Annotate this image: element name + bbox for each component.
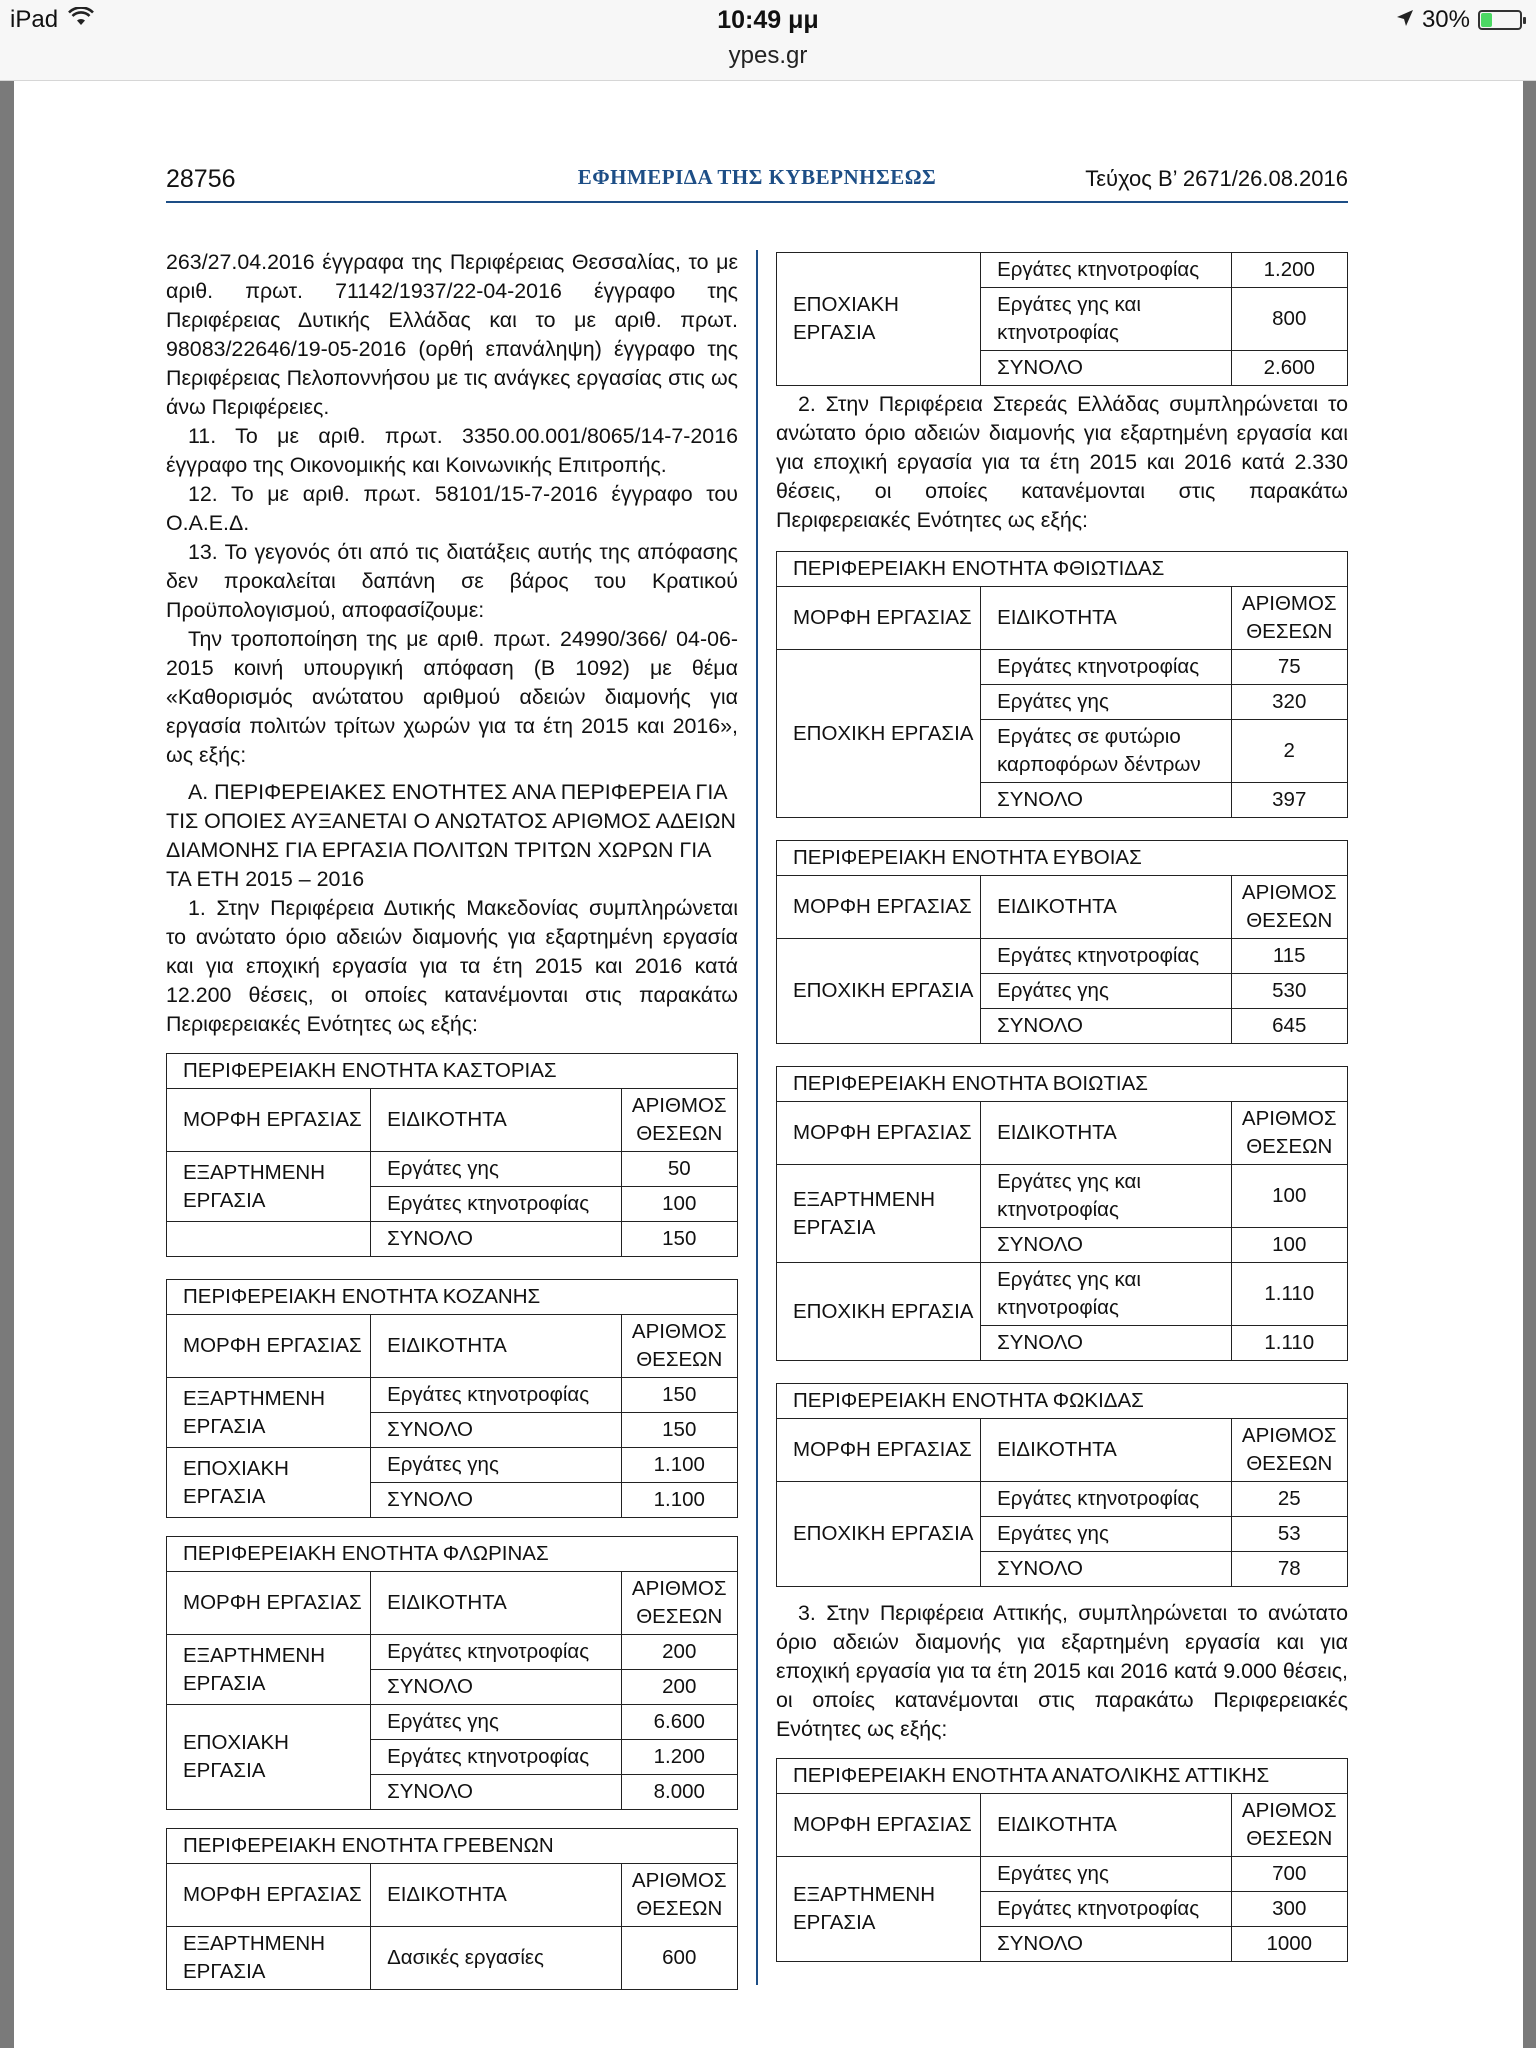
work-type: ΕΞΑΡΤΗΜΕΝΗ ΕΡΓΑΣΙΑ bbox=[777, 1165, 981, 1263]
specialty: Δασικές εργασίες bbox=[371, 1927, 621, 1990]
work-type: ΕΠΟΧΙΑΚΗ ΕΡΓΑΣΙΑ bbox=[777, 253, 981, 386]
address-url[interactable]: ypes.gr bbox=[728, 42, 808, 69]
total-label: ΣΥΝΟΛΟ bbox=[981, 351, 1231, 386]
status-right bbox=[1396, 6, 1522, 34]
table-title: ΠΕΡΙΦΕΡΕΙΑΚΗ ΕΝΟΤΗΤΑ ΦΩΚΙΔΑΣ bbox=[777, 1384, 1348, 1419]
col-header: ΕΙΔΙΚΟΤΗΤΑ bbox=[981, 1102, 1231, 1165]
specialty: Εργάτες κτηνοτροφίας bbox=[371, 1740, 621, 1775]
work-type: ΕΠΟΧΙΑΚΗ ΕΡΓΑΣΙΑ bbox=[167, 1705, 371, 1810]
work-type: ΕΞΑΡΤΗΜΕΝΗ ΕΡΓΑΣΙΑ bbox=[167, 1635, 371, 1705]
col-header: ΑΡΙΘΜΟΣ ΘΕΣΕΩΝ bbox=[621, 1572, 737, 1635]
total-label: ΣΥΝΟΛΟ bbox=[371, 1222, 621, 1257]
total-label: ΣΥΝΟΛΟ bbox=[981, 1326, 1231, 1361]
count: 530 bbox=[1231, 974, 1347, 1009]
table-evia bbox=[776, 840, 1348, 1044]
table-title: ΠΕΡΙΦΕΡΕΙΑΚΗ ΕΝΟΤΗΤΑ ΦΘΙΩΤΙΔΑΣ bbox=[777, 552, 1348, 587]
col-header: ΜΟΡΦΗ ΕΡΓΑΣΙΑΣ bbox=[777, 1794, 981, 1857]
right-column bbox=[776, 252, 1348, 1962]
location-arrow-icon bbox=[1396, 6, 1414, 34]
left-column bbox=[166, 248, 738, 1990]
page-header bbox=[166, 163, 1348, 203]
col-header: ΜΟΡΦΗ ΕΡΓΑΣΙΑΣ bbox=[777, 587, 981, 650]
col-header: ΑΡΙΘΜΟΣ ΘΕΣΕΩΝ bbox=[621, 1864, 737, 1927]
count: 50 bbox=[621, 1152, 737, 1187]
col-header: ΑΡΙΘΜΟΣ ΘΕΣΕΩΝ bbox=[1231, 876, 1347, 939]
battery-percent: 30% bbox=[1421, 6, 1470, 33]
paragraph: 3. Στην Περιφέρεια Αττικής, συμπληρώνεται το ανώτατο όριο αδειών διαμονής για εξαρτημένη εργασία και για εποχική εργασία για τα έτη 2015 και 2016 κατά 9.000 θέσεις, οι οποίες κατανέμονται στις παρακάτω Περιφερειακές Ενότητες ως εξής: bbox=[776, 1601, 1348, 1741]
col-header: ΑΡΙΘΜΟΣ ΘΕΣΕΩΝ bbox=[621, 1089, 737, 1152]
col-header: ΑΡΙΘΜΟΣ ΘΕΣΕΩΝ bbox=[621, 1315, 737, 1378]
page-number: 28756 bbox=[166, 165, 236, 193]
count: 25 bbox=[1231, 1482, 1347, 1517]
count: 100 bbox=[621, 1187, 737, 1222]
paragraph: 12. Το με αριθ. πρωτ. 58101/15-7-2016 έγγραφο του Ο.Α.Ε.Δ. bbox=[166, 482, 738, 535]
total-label: ΣΥΝΟΛΟ bbox=[371, 1670, 621, 1705]
work-type: ΕΞΑΡΤΗΜΕΝΗ ΕΡΓΑΣΙΑ bbox=[777, 1857, 981, 1962]
paragraph: 263/27.04.2016 έγγραφα της Περιφέρειας Θεσσαλίας, το με αριθ. πρωτ. 71142/1937/22-04-2016 έγγραφο της Περιφέρειας Δυτικής Ελλάδας και το με αριθ. πρωτ. 98083/22646/19-05-2016 (ορθή επανάληψη) έγγραφο της Περιφέρειας Πελοποννήσου με τις ανάγκες εργασίας στις ως άνω Περιφέρειες. bbox=[166, 250, 738, 419]
col-header: ΑΡΙΘΜΟΣ ΘΕΣΕΩΝ bbox=[1231, 1102, 1347, 1165]
col-header: ΑΡΙΘΜΟΣ ΘΕΣΕΩΝ bbox=[1231, 587, 1347, 650]
total-count: 2.600 bbox=[1231, 351, 1347, 386]
work-type: ΕΞΑΡΤΗΜΕΝΗ ΕΡΓΑΣΙΑ bbox=[167, 1152, 371, 1222]
count: 320 bbox=[1231, 685, 1347, 720]
total-count: 1.110 bbox=[1231, 1326, 1347, 1361]
col-header: ΕΙΔΙΚΟΤΗΤΑ bbox=[371, 1315, 621, 1378]
table-kastoria bbox=[166, 1053, 738, 1257]
specialty: Εργάτες κτηνοτροφίας bbox=[371, 1378, 621, 1413]
table-grevena bbox=[166, 1828, 738, 1990]
total-count: 645 bbox=[1231, 1009, 1347, 1044]
total-label: ΣΥΝΟΛΟ bbox=[981, 1927, 1231, 1962]
specialty: Εργάτες κτηνοτροφίας bbox=[371, 1187, 621, 1222]
col-header: ΜΟΡΦΗ ΕΡΓΑΣΙΑΣ bbox=[167, 1572, 371, 1635]
total-label: ΣΥΝΟΛΟ bbox=[981, 1228, 1231, 1263]
specialty: Εργάτες γης bbox=[981, 1517, 1231, 1552]
status-bar bbox=[0, 0, 1536, 81]
viewer-frame-right bbox=[1523, 81, 1536, 2048]
total-count: 1.100 bbox=[621, 1483, 737, 1518]
specialty: Εργάτες γης και κτηνοτροφίας bbox=[981, 1165, 1231, 1228]
col-header: ΕΙΔΙΚΟΤΗΤΑ bbox=[981, 1419, 1231, 1482]
table-title: ΠΕΡΙΦΕΡΕΙΑΚΗ ΕΝΟΤΗΤΑ ΓΡΕΒΕΝΩΝ bbox=[167, 1829, 738, 1864]
col-header: ΕΙΔΙΚΟΤΗΤΑ bbox=[981, 876, 1231, 939]
col-header: ΑΡΙΘΜΟΣ ΘΕΣΕΩΝ bbox=[1231, 1794, 1347, 1857]
work-type: ΕΠΟΧΙΚΗ ΕΡΓΑΣΙΑ bbox=[777, 939, 981, 1044]
paragraph: 1. Στην Περιφέρεια Δυτικής Μακεδονίας συμπληρώνεται το ανώτατο όριο αδειών διαμονής για εξαρτημένη εργασία και για εποχική εργασία για τα έτη 2015 και 2016 κατά 12.200 θέσεις, οι οποίες κατανέμονται στις παρακάτω Περιφερειακές Ενότητες ως εξής: bbox=[166, 896, 738, 1036]
table-kozani bbox=[166, 1279, 738, 1518]
table-florina bbox=[166, 1536, 738, 1810]
specialty: Εργάτες γης bbox=[371, 1448, 621, 1483]
journal-title: ΕΦΗΜΕΡΙΔΑ ΤΗΣ ΚΥΒΕΡΝΗΣΕΩΣ bbox=[577, 165, 937, 189]
column-divider bbox=[756, 250, 758, 1985]
specialty: Εργάτες κτηνοτροφίας bbox=[981, 1482, 1231, 1517]
total-label: ΣΥΝΟΛΟ bbox=[371, 1775, 621, 1810]
work-type: ΕΞΑΡΤΗΜΕΝΗ ΕΡΓΑΣΙΑ bbox=[167, 1927, 371, 1990]
total-count: 150 bbox=[621, 1413, 737, 1448]
device-name: iPad bbox=[10, 6, 59, 33]
total-count: 397 bbox=[1231, 783, 1347, 818]
total-count: 100 bbox=[1231, 1228, 1347, 1263]
specialty: Εργάτες σε φυτώριο καρποφόρων δέντρων bbox=[981, 720, 1231, 783]
specialty: Εργάτες γης bbox=[371, 1705, 621, 1740]
empty-cell bbox=[167, 1222, 371, 1257]
work-type: ΕΠΟΧΙΚΗ ΕΡΓΑΣΙΑ bbox=[777, 1482, 981, 1587]
count: 200 bbox=[621, 1635, 737, 1670]
col-header: ΜΟΡΦΗ ΕΡΓΑΣΙΑΣ bbox=[167, 1315, 371, 1378]
specialty: Εργάτες κτηνοτροφίας bbox=[981, 939, 1231, 974]
col-header: ΕΙΔΙΚΟΤΗΤΑ bbox=[371, 1089, 621, 1152]
col-header: ΕΙΔΙΚΟΤΗΤΑ bbox=[371, 1572, 621, 1635]
specialty: Εργάτες γης και κτηνοτροφίας bbox=[981, 1263, 1231, 1326]
specialty: Εργάτες γης bbox=[981, 1857, 1231, 1892]
section-heading: Α. ΠΕΡΙΦΕΡΕΙΑΚΕΣ ΕΝΟΤΗΤΕΣ ΑΝΑ ΠΕΡΙΦΕΡΕΙΑ ΓΙΑ ΤΙΣ ΟΠΟΙΕΣ ΑΥΞΑΝΕΤΑΙ Ο ΑΝΩΤΑΤΟΣ ΑΡΙΘΜΟΣ ΑΔΕΙΩΝ ΔΙΑΜΟΝΗΣ ΓΙΑ ΕΡΓΑΣΙΑ ΠΟΛΙΤΩΝ ΤΡΙΤΩΝ ΧΩΡΩΝ ΓΙΑ ΤΑ ΕΤΗ 2015 – 2016 bbox=[166, 780, 736, 891]
table-title: ΠΕΡΙΦΕΡΕΙΑΚΗ ΕΝΟΤΗΤΑ ΚΑΣΤΟΡΙΑΣ bbox=[167, 1054, 738, 1089]
col-header: ΜΟΡΦΗ ΕΡΓΑΣΙΑΣ bbox=[167, 1864, 371, 1927]
issue-number: Τεύχος Β’ 2671/26.08.2016 bbox=[1085, 166, 1348, 191]
paragraph: 13. Το γεγονός ότι από τις διατάξεις αυτής της απόφασης δεν προκαλείται δαπάνη σε βάρος του Κρατικού Προϋπολογισμού, αποφασίζουμε: bbox=[166, 540, 738, 622]
count: 115 bbox=[1231, 939, 1347, 974]
table-title: ΠΕΡΙΦΕΡΕΙΑΚΗ ΕΝΟΤΗΤΑ ΒΟΙΩΤΙΑΣ bbox=[777, 1067, 1348, 1102]
battery-icon bbox=[1478, 10, 1522, 30]
specialty: Εργάτες γης και κτηνοτροφίας bbox=[981, 288, 1231, 351]
count: 300 bbox=[1231, 1892, 1347, 1927]
total-count: 1000 bbox=[1231, 1927, 1347, 1962]
specialty: Εργάτες κτηνοτροφίας bbox=[981, 1892, 1231, 1927]
count: 2 bbox=[1231, 720, 1347, 783]
clock: 10:49 μμ bbox=[717, 6, 819, 34]
count: 75 bbox=[1231, 650, 1347, 685]
table-east-attica bbox=[776, 1758, 1348, 1962]
paragraph: Την τροποποίηση της με αριθ. πρωτ. 24990/366/ 04-06-2015 κοινή υπουργική απόφαση (Β 1092) με θέμα «Καθορισμός ανώτατου αριθμού αδειών διαμονής για εργασία πολιτών τρίτων χωρών για τα έτη 2015 και 2016», ως εξής: bbox=[166, 627, 738, 767]
col-header: ΑΡΙΘΜΟΣ ΘΕΣΕΩΝ bbox=[1231, 1419, 1347, 1482]
col-header: ΕΙΔΙΚΟΤΗΤΑ bbox=[981, 1794, 1231, 1857]
count: 700 bbox=[1231, 1857, 1347, 1892]
total-label: ΣΥΝΟΛΟ bbox=[981, 1009, 1231, 1044]
count: 6.600 bbox=[621, 1705, 737, 1740]
viewer-frame-left bbox=[0, 81, 14, 2048]
specialty: Εργάτες κτηνοτροφίας bbox=[371, 1635, 621, 1670]
table-fokida bbox=[776, 1383, 1348, 1587]
col-header: ΕΙΔΙΚΟΤΗΤΑ bbox=[371, 1864, 621, 1927]
table-title: ΠΕΡΙΦΕΡΕΙΑΚΗ ΕΝΟΤΗΤΑ ΕΥΒΟΙΑΣ bbox=[777, 841, 1348, 876]
specialty: Εργάτες κτηνοτροφίας bbox=[981, 253, 1231, 288]
work-type: ΕΠΟΧΙΚΗ ΕΡΓΑΣΙΑ bbox=[777, 650, 981, 818]
count: 1.200 bbox=[621, 1740, 737, 1775]
table-fthiotida bbox=[776, 551, 1348, 818]
count: 150 bbox=[621, 1378, 737, 1413]
work-type: ΕΠΟΧΙΚΗ ΕΡΓΑΣΙΑ bbox=[777, 1263, 981, 1361]
count: 53 bbox=[1231, 1517, 1347, 1552]
battery-level bbox=[1481, 13, 1492, 27]
col-header: ΕΙΔΙΚΟΤΗΤΑ bbox=[981, 587, 1231, 650]
table-title: ΠΕΡΙΦΕΡΕΙΑΚΗ ΕΝΟΤΗΤΑ ΦΛΩΡΙΝΑΣ bbox=[167, 1537, 738, 1572]
total-label: ΣΥΝΟΛΟ bbox=[371, 1413, 621, 1448]
total-count: 78 bbox=[1231, 1552, 1347, 1587]
paragraph: 2. Στην Περιφέρεια Στερεάς Ελλάδας συμπληρώνεται το ανώτατο όριο αδειών διαμονής για εξαρτημένη εργασία και για εποχική εργασία για τα έτη 2015 και 2016 κατά 2.330 θέσεις, οι οποίες κατανέμονται στις παρακάτω Περιφερειακές Ενότητες ως εξής: bbox=[776, 392, 1348, 532]
total-label: ΣΥΝΟΛΟ bbox=[981, 1552, 1231, 1587]
specialty: Εργάτες γης bbox=[371, 1152, 621, 1187]
paragraph: 11. Το με αριθ. πρωτ. 3350.00.001/8065/14-7-2016 έγγραφο της Οικονομικής και Κοινωνικής Επιτροπής. bbox=[166, 424, 738, 477]
work-type: ΕΠΟΧΙΑΚΗ ΕΡΓΑΣΙΑ bbox=[167, 1448, 371, 1518]
col-header: ΜΟΡΦΗ ΕΡΓΑΣΙΑΣ bbox=[167, 1089, 371, 1152]
col-header: ΜΟΡΦΗ ΕΡΓΑΣΙΑΣ bbox=[777, 1102, 981, 1165]
col-header: ΜΟΡΦΗ ΕΡΓΑΣΙΑΣ bbox=[777, 1419, 981, 1482]
count: 800 bbox=[1231, 288, 1347, 351]
table-title: ΠΕΡΙΦΕΡΕΙΑΚΗ ΕΝΟΤΗΤΑ ΚΟΖΑΝΗΣ bbox=[167, 1280, 738, 1315]
total-label: ΣΥΝΟΛΟ bbox=[371, 1483, 621, 1518]
table-viotia bbox=[776, 1066, 1348, 1361]
total-count: 200 bbox=[621, 1670, 737, 1705]
specialty: Εργάτες γης bbox=[981, 685, 1231, 720]
count: 100 bbox=[1231, 1165, 1347, 1228]
col-header: ΜΟΡΦΗ ΕΡΓΑΣΙΑΣ bbox=[777, 876, 981, 939]
total-count: 150 bbox=[621, 1222, 737, 1257]
specialty: Εργάτες κτηνοτροφίας bbox=[981, 650, 1231, 685]
total-count: 8.000 bbox=[621, 1775, 737, 1810]
count: 1.110 bbox=[1231, 1263, 1347, 1326]
count: 1.200 bbox=[1231, 253, 1347, 288]
table-title: ΠΕΡΙΦΕΡΕΙΑΚΗ ΕΝΟΤΗΤΑ ΑΝΑΤΟΛΙΚΗΣ ΑΤΤΙΚΗΣ bbox=[777, 1759, 1348, 1794]
specialty: Εργάτες γης bbox=[981, 974, 1231, 1009]
work-type: ΕΞΑΡΤΗΜΕΝΗ ΕΡΓΑΣΙΑ bbox=[167, 1378, 371, 1448]
table-continued bbox=[776, 252, 1348, 386]
count: 1.100 bbox=[621, 1448, 737, 1483]
total-label: ΣΥΝΟΛΟ bbox=[981, 783, 1231, 818]
count: 600 bbox=[621, 1927, 737, 1990]
